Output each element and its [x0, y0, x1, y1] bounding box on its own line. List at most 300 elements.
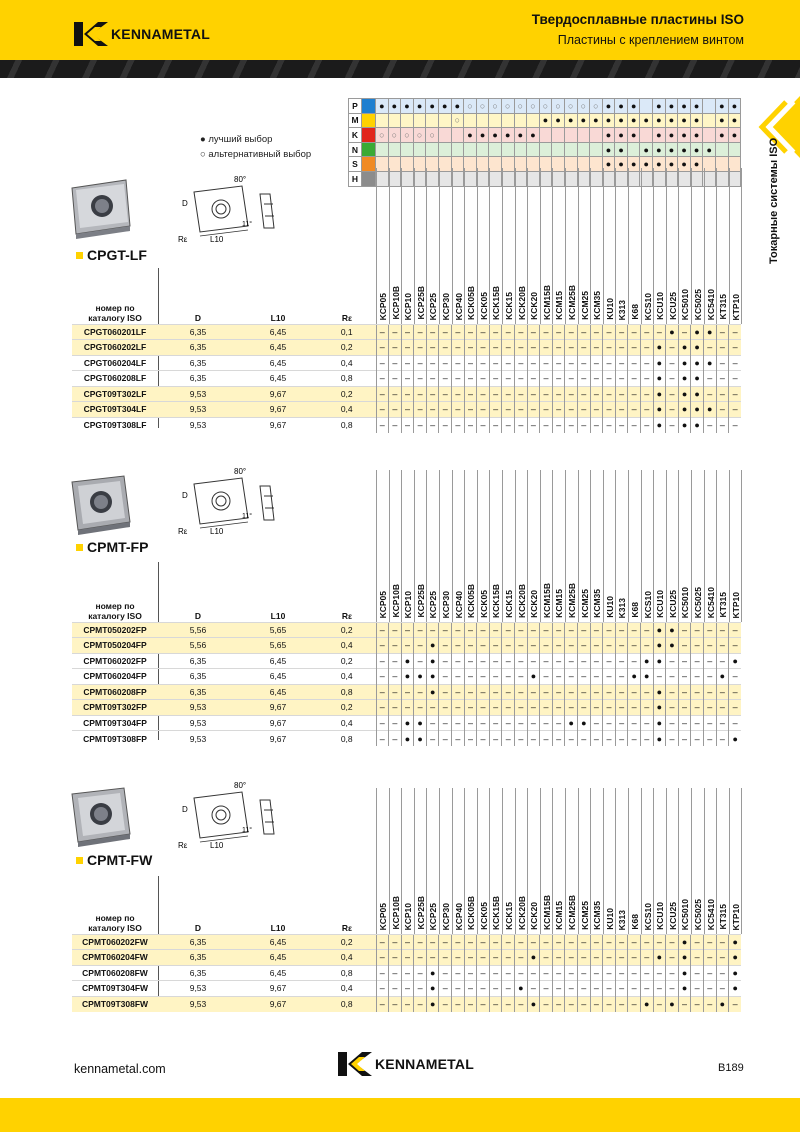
material-mark — [376, 113, 389, 128]
catalog-number: CPMT050202FP — [72, 622, 158, 638]
grade-mark: – — [729, 700, 742, 716]
value-d: 9,53 — [158, 996, 238, 1012]
grade-mark: – — [414, 653, 427, 669]
header-grade-spacer — [640, 296, 653, 324]
grade-mark: – — [615, 700, 628, 716]
catalog-number: CPMT060202FP — [72, 653, 158, 669]
value-re: 0,1 — [318, 324, 376, 340]
header-grade-spacer — [540, 296, 553, 324]
grade-label: KCS10 — [642, 292, 653, 320]
insert-image-cpgt-lf — [68, 176, 134, 240]
material-mark: ● — [690, 99, 703, 114]
grade-mark: ● — [729, 731, 742, 747]
grade-mark: – — [439, 965, 452, 981]
footer-url[interactable]: kennametal.com — [74, 1062, 166, 1076]
grade-mark: ● — [640, 996, 653, 1012]
grade-mark: – — [376, 355, 389, 371]
grade-label: KCP10B — [390, 896, 401, 930]
header-grade-spacer — [578, 906, 591, 934]
grade-mark: – — [489, 371, 502, 387]
header-grade-spacer — [628, 906, 641, 934]
grade-mark: – — [515, 402, 528, 418]
grade-mark: – — [540, 715, 553, 731]
header-grade-spacer — [565, 594, 578, 622]
grade-mark: – — [502, 731, 515, 747]
grade-mark: – — [464, 417, 477, 433]
grade-mark: – — [414, 965, 427, 981]
grade-mark: – — [615, 934, 628, 950]
grade-mark: – — [552, 731, 565, 747]
grade-label: KCS10 — [642, 902, 653, 930]
grade-mark: ● — [653, 684, 666, 700]
grade-mark: – — [640, 981, 653, 997]
grade-mark: – — [615, 981, 628, 997]
grade-mark: – — [565, 371, 578, 387]
table-row — [72, 355, 741, 371]
header-grade-spacer — [578, 594, 591, 622]
header-grade-spacer — [426, 296, 439, 324]
header-grade-spacer — [565, 296, 578, 324]
grade-mark: – — [552, 684, 565, 700]
catalog-number: CPMT09T308FP — [72, 731, 158, 747]
header-grade-spacer — [565, 906, 578, 934]
material-mark — [489, 113, 502, 128]
grade-mark: – — [489, 669, 502, 685]
header-grade-spacer — [653, 296, 666, 324]
material-mark: ● — [602, 142, 615, 157]
material-row-k — [349, 128, 741, 143]
grade-mark: – — [515, 700, 528, 716]
header-grade-spacer — [590, 296, 603, 324]
material-mark — [401, 113, 414, 128]
grade-mark: ● — [691, 371, 704, 387]
grade-mark: ● — [666, 324, 679, 340]
material-color-swatch — [362, 113, 376, 128]
grade-mark: – — [527, 965, 540, 981]
material-mark: ○ — [501, 99, 514, 114]
grade-mark: – — [590, 700, 603, 716]
material-mark — [476, 113, 489, 128]
header-grade-spacer — [552, 906, 565, 934]
grade-mark: – — [703, 950, 716, 966]
grade-mark: – — [502, 669, 515, 685]
grade-mark: – — [615, 669, 628, 685]
grade-mark: – — [477, 981, 490, 997]
grade-mark: ● — [628, 669, 641, 685]
material-mark: ○ — [577, 99, 590, 114]
catalog-number: CPMT09T304FW — [72, 981, 158, 997]
grade-mark: – — [691, 653, 704, 669]
grade-mark: ● — [678, 934, 691, 950]
grade-mark: ● — [653, 386, 666, 402]
grade-mark: – — [464, 386, 477, 402]
grade-mark: – — [640, 386, 653, 402]
grade-mark: – — [703, 638, 716, 654]
value-d: 6,35 — [158, 950, 238, 966]
grade-mark: – — [552, 669, 565, 685]
grade-mark: – — [628, 417, 641, 433]
grade-mark: – — [703, 981, 716, 997]
page-subtitle: Пластины с креплением винтом — [557, 33, 744, 47]
value-re: 0,2 — [318, 700, 376, 716]
table-row — [72, 934, 741, 950]
material-mark: ● — [728, 128, 741, 143]
grade-mark: – — [477, 417, 490, 433]
material-mark: ● — [716, 113, 729, 128]
header-d: D — [194, 922, 202, 933]
grade-mark: – — [703, 417, 716, 433]
grade-mark: – — [515, 731, 528, 747]
grade-mark: – — [615, 950, 628, 966]
grade-label: KCP30 — [441, 590, 451, 618]
grade-label: KTP10 — [730, 293, 741, 320]
grade-mark: – — [653, 934, 666, 950]
grade-mark: – — [464, 950, 477, 966]
material-mark — [627, 142, 640, 157]
grade-mark: – — [464, 715, 477, 731]
table-row — [72, 386, 741, 402]
grade-mark: – — [578, 340, 591, 356]
material-mark: ● — [728, 99, 741, 114]
grade-label: KCK05 — [478, 902, 489, 930]
grade-mark: – — [515, 715, 528, 731]
kennametal-logo-icon — [74, 22, 108, 46]
grade-mark: ● — [653, 355, 666, 371]
grade-mark: – — [540, 684, 553, 700]
grade-label: KCK20B — [516, 285, 527, 320]
footer-bar — [0, 1098, 800, 1132]
legend-best: ● лучший выбор — [200, 134, 273, 145]
grade-mark: – — [426, 324, 439, 340]
value-l10: 9,67 — [238, 996, 318, 1012]
catalog-number: CPGT060202LF — [72, 340, 158, 356]
value-l10: 6,45 — [238, 340, 318, 356]
grade-mark: – — [640, 340, 653, 356]
grade-mark: – — [716, 731, 729, 747]
header-grade-spacer — [527, 594, 540, 622]
grade-mark: – — [452, 731, 465, 747]
grade-mark: – — [716, 684, 729, 700]
header-grade-spacer — [515, 906, 528, 934]
grade-mark: – — [590, 402, 603, 418]
grade-mark: – — [527, 653, 540, 669]
grade-mark: – — [666, 402, 679, 418]
material-mark — [703, 99, 716, 114]
grade-mark: – — [565, 417, 578, 433]
grade-label: KU10 — [604, 908, 615, 930]
material-mark: ○ — [464, 99, 477, 114]
grade-mark: – — [615, 324, 628, 340]
grade-mark: ● — [640, 653, 653, 669]
value-l10: 9,67 — [238, 417, 318, 433]
grade-label: KCK15 — [504, 292, 514, 320]
grade-mark: – — [615, 996, 628, 1012]
grade-mark: – — [477, 371, 490, 387]
grade-mark: – — [401, 386, 414, 402]
grade-mark: ● — [678, 965, 691, 981]
grade-mark: – — [640, 355, 653, 371]
value-l10: 9,67 — [238, 715, 318, 731]
grade-mark: – — [540, 622, 553, 638]
header-catalog: номер по каталогу ISO — [88, 912, 142, 933]
grade-mark: – — [515, 653, 528, 669]
grade-mark: – — [552, 981, 565, 997]
grade-mark: – — [578, 965, 591, 981]
grade-mark: – — [729, 684, 742, 700]
grade-mark: – — [414, 324, 427, 340]
grade-mark: – — [703, 700, 716, 716]
grade-mark: ● — [653, 638, 666, 654]
material-mark — [552, 128, 565, 143]
material-mark — [640, 99, 653, 114]
grade-column-end — [741, 788, 754, 934]
grade-mark: – — [716, 417, 729, 433]
grade-mark: ● — [678, 950, 691, 966]
grade-label: KCP10 — [403, 292, 414, 320]
grade-mark: – — [678, 996, 691, 1012]
grade-mark: – — [703, 996, 716, 1012]
table-row — [72, 731, 741, 747]
grade-mark: – — [389, 669, 402, 685]
material-mark: ● — [665, 128, 678, 143]
drawing-part: 80° — [234, 468, 247, 476]
grade-mark: – — [590, 731, 603, 747]
grade-mark: – — [376, 417, 389, 433]
grade-mark: – — [578, 684, 591, 700]
grade-mark: – — [666, 700, 679, 716]
grade-mark: – — [590, 653, 603, 669]
grade-mark: – — [678, 622, 691, 638]
grade-mark: – — [464, 340, 477, 356]
grade-mark: – — [452, 340, 465, 356]
grade-mark: – — [578, 402, 591, 418]
grade-mark: ● — [640, 669, 653, 685]
grade-label: KCU25 — [667, 590, 678, 618]
grade-mark: – — [653, 324, 666, 340]
grade-column-end — [741, 470, 754, 622]
grade-label: KCP10 — [403, 590, 414, 618]
material-mark: ● — [690, 157, 703, 172]
material-mark: ○ — [476, 99, 489, 114]
grade-mark: – — [540, 324, 553, 340]
header-grade-spacer — [540, 906, 553, 934]
material-mark: ● — [388, 99, 401, 114]
grade-mark: ● — [666, 638, 679, 654]
grade-mark: – — [578, 731, 591, 747]
grade-mark: – — [477, 638, 490, 654]
grade-mark: – — [401, 965, 414, 981]
header-grade-spacer — [666, 906, 679, 934]
material-mark: ● — [426, 99, 439, 114]
grade-mark: – — [376, 700, 389, 716]
grade-mark: – — [527, 417, 540, 433]
grade-mark: – — [389, 638, 402, 654]
grade-mark: – — [603, 934, 616, 950]
grade-mark: ● — [729, 965, 742, 981]
drawing-part: D — [182, 491, 188, 500]
table-row — [72, 324, 741, 340]
grade-mark: – — [653, 996, 666, 1012]
grade-mark: – — [590, 996, 603, 1012]
header-grade-spacer — [678, 296, 691, 324]
material-mark: ● — [501, 128, 514, 143]
header-grade-spacer — [552, 296, 565, 324]
value-l10: 6,45 — [238, 355, 318, 371]
grade-mark: – — [414, 386, 427, 402]
value-re: 0,4 — [318, 981, 376, 997]
grade-mark: – — [527, 981, 540, 997]
value-re: 0,2 — [318, 340, 376, 356]
grade-label: KCM25 — [579, 901, 590, 930]
grade-mark: – — [666, 355, 679, 371]
grade-mark: ● — [414, 731, 427, 747]
grade-mark: – — [376, 669, 389, 685]
grade-mark: – — [376, 622, 389, 638]
value-re: 0,4 — [318, 355, 376, 371]
grade-label: KC5410 — [705, 898, 716, 930]
grade-label: KCK05 — [478, 590, 489, 618]
grade-mark: – — [565, 386, 578, 402]
grade-mark: – — [578, 700, 591, 716]
grade-mark: – — [401, 950, 414, 966]
drawing-part — [194, 792, 248, 838]
grade-mark: – — [590, 669, 603, 685]
header-grade-spacer — [615, 594, 628, 622]
header-grade-spacer — [477, 906, 490, 934]
grade-mark: – — [603, 622, 616, 638]
material-mark: ● — [464, 128, 477, 143]
grade-label: KCU10 — [655, 590, 666, 618]
value-re: 0,4 — [318, 715, 376, 731]
material-mark: ● — [615, 128, 628, 143]
header-grade-spacer — [439, 594, 452, 622]
grade-mark: – — [527, 402, 540, 418]
header-grade-spacer — [603, 296, 616, 324]
grade-mark: ● — [653, 950, 666, 966]
drawing-part: 11° — [242, 221, 253, 228]
grade-mark: – — [565, 981, 578, 997]
grade-mark: – — [716, 386, 729, 402]
grade-mark: – — [452, 402, 465, 418]
grade-mark: – — [439, 715, 452, 731]
grade-mark: – — [628, 638, 641, 654]
grade-mark: – — [565, 638, 578, 654]
value-re: 0,8 — [318, 417, 376, 433]
grade-label: KCK20 — [529, 292, 540, 320]
material-mark — [376, 142, 389, 157]
value-d: 6,35 — [158, 355, 238, 371]
grade-mark: – — [578, 934, 591, 950]
grade-label: KC5410 — [705, 288, 716, 320]
grade-label: KC5010 — [680, 288, 691, 320]
material-mark: ○ — [426, 128, 439, 143]
grade-mark: ● — [426, 965, 439, 981]
grade-mark: – — [401, 700, 414, 716]
material-code: S — [349, 157, 362, 172]
material-mark: ● — [627, 113, 640, 128]
grade-mark: – — [376, 653, 389, 669]
grade-mark: – — [640, 934, 653, 950]
grade-mark: – — [426, 700, 439, 716]
grade-mark: – — [628, 355, 641, 371]
material-mark: ● — [703, 142, 716, 157]
header-grade-spacer — [590, 594, 603, 622]
grade-mark: – — [527, 371, 540, 387]
grade-mark: – — [578, 996, 591, 1012]
grade-mark: – — [640, 622, 653, 638]
grade-mark: – — [376, 684, 389, 700]
catalog-number: CPMT09T304FP — [72, 715, 158, 731]
grade-mark: – — [489, 965, 502, 981]
grade-label: KCP25B — [415, 896, 426, 930]
grade-mark: – — [527, 340, 540, 356]
header-grade-spacer — [691, 906, 704, 934]
grade-label: KCU25 — [667, 292, 678, 320]
grade-mark: ● — [703, 355, 716, 371]
grade-mark: – — [678, 638, 691, 654]
grade-mark: – — [452, 371, 465, 387]
material-mark: ○ — [539, 99, 552, 114]
grade-mark: – — [666, 715, 679, 731]
header-grade-spacer — [615, 906, 628, 934]
material-mark: ● — [627, 99, 640, 114]
header-grade-spacer — [426, 906, 439, 934]
grade-label: KCK20 — [529, 902, 540, 930]
material-mark: ● — [552, 113, 565, 128]
material-mark — [564, 128, 577, 143]
grade-mark: – — [426, 402, 439, 418]
grade-label: KCM25B — [567, 895, 577, 930]
grade-mark: – — [628, 950, 641, 966]
grade-mark: – — [464, 355, 477, 371]
grade-mark: – — [502, 700, 515, 716]
grade-mark: – — [729, 340, 742, 356]
grade-mark: – — [515, 638, 528, 654]
grade-mark: – — [666, 669, 679, 685]
grade-mark: ● — [653, 402, 666, 418]
grade-mark: – — [729, 324, 742, 340]
grade-mark: – — [590, 934, 603, 950]
grade-label: KCP05 — [378, 590, 388, 618]
grade-mark: – — [552, 340, 565, 356]
grade-mark: – — [578, 355, 591, 371]
grade-mark: ● — [653, 371, 666, 387]
grade-mark: – — [590, 386, 603, 402]
grade-mark: – — [426, 950, 439, 966]
grade-mark: – — [565, 622, 578, 638]
material-mark: ● — [653, 142, 666, 157]
grade-mark: – — [666, 965, 679, 981]
drawing-part: Rε — [178, 235, 188, 244]
grade-mark: ● — [426, 981, 439, 997]
header-grade-spacer — [439, 296, 452, 324]
header-grade-spacer — [502, 594, 515, 622]
page-header — [0, 0, 800, 60]
grade-mark: – — [464, 731, 477, 747]
grade-mark: – — [515, 324, 528, 340]
grade-label: KCM25 — [579, 291, 590, 320]
grade-label: KCK05B — [466, 895, 477, 930]
grade-mark: – — [540, 355, 553, 371]
grade-label: KCP40 — [453, 292, 464, 320]
material-mark — [438, 142, 451, 157]
grade-mark: – — [578, 669, 591, 685]
grade-mark: – — [502, 622, 515, 638]
insert-drawing-cpgt-lf — [176, 176, 286, 246]
grade-mark: – — [439, 402, 452, 418]
value-re: 0,4 — [318, 638, 376, 654]
grade-mark: – — [578, 371, 591, 387]
